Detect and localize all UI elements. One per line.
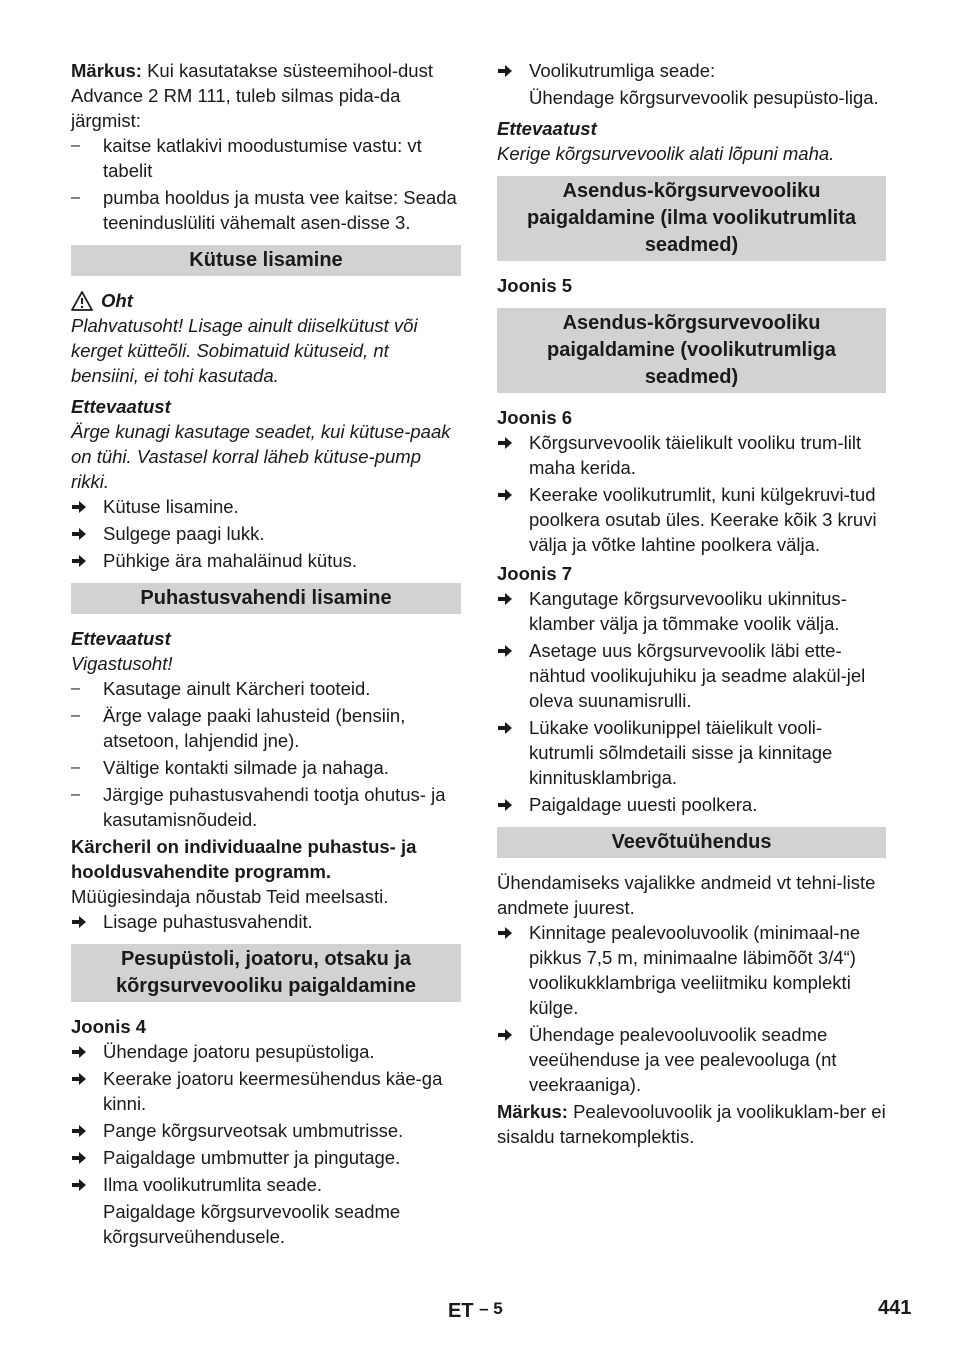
arrow-icon	[497, 715, 519, 735]
section-heading-water: Veevõtuühendus	[497, 827, 886, 858]
note-label: Märkus:	[71, 60, 142, 81]
arrow-icon	[497, 920, 519, 940]
list-item: – kaitse katlakivi moodustumise vastu: vt tabelit	[71, 135, 422, 181]
arrow-icon	[497, 638, 519, 658]
page-number: 441	[878, 1297, 912, 1319]
step-item: Asetage uus kõrgsurvevoolik läbi ette-nähtud voolikujuhiku ja seadme alakül-jel oleva suunamisrulli.	[497, 638, 886, 713]
list-item: – Kasutage ainult Kärcheri tooteid.	[71, 678, 371, 699]
list-item: – Vältige kontakti silmade ja nahaga.	[71, 757, 389, 778]
step-item: Voolikutrumliga seade:	[497, 58, 886, 83]
step-item: Kütuse lisamine.	[71, 494, 461, 519]
section-heading-assembly: Pesupüstoli, joatoru, otsaku ja kõrgsurvevooliku paigaldamine	[71, 944, 461, 1002]
section-heading-replace-drum: Asendus-kõrgsurvevooliku paigaldamine (voolikutrumliga seadmed)	[497, 308, 886, 393]
caution-label: Ettevaatust	[71, 396, 171, 417]
figure-label: Joonis 6	[497, 407, 573, 428]
footer-language: ET – 5	[448, 1299, 503, 1322]
program-text: Müügiesindaja nõustab Teid meelsasti.	[71, 886, 389, 907]
step-item: Paigaldage umbmutter ja pingutage.	[71, 1145, 461, 1170]
list-item: – Järgige puhastusvahendi tootja ohutus- ja kasutamisnõudeid.	[71, 784, 446, 830]
danger-label: Oht	[71, 288, 461, 313]
arrow-icon	[71, 521, 93, 541]
step-item: Kõrgsurvevoolik täielikult vooliku trum-lilt maha kerida.	[497, 430, 886, 480]
arrow-icon	[71, 1118, 93, 1138]
step-item: Ühendage pealevooluvoolik seadme veeühenduse ja vee pealevooluga (nt veekraaniga).	[497, 1022, 886, 1097]
caution-label: Ettevaatust	[71, 628, 171, 649]
arrow-icon	[71, 494, 93, 514]
arrow-icon	[71, 1145, 93, 1165]
left-column	[71, 58, 461, 1249]
section-heading-replace-no-drum: Asendus-kõrgsurvevooliku paigaldamine (ilma voolikutrumlita seadmed)	[497, 176, 886, 261]
arrow-icon	[497, 430, 519, 450]
step-item: Ühendage joatoru pesupüstoliga.	[71, 1039, 461, 1064]
note-paragraph	[71, 58, 461, 133]
water-intro: Ühendamiseks vajalikke andmeid vt tehni-liste andmete juurest.	[497, 872, 876, 918]
list-item: – Ärge valage paaki lahusteid (bensiin, atsetoon, lahjendid jne).	[71, 705, 406, 751]
step-item: Keerake joatoru keermesühendus käe-ga kinni.	[71, 1066, 461, 1116]
program-text-bold: Kärcheril on individuaalne puhastus- ja hooldusvahendite programm.	[71, 836, 417, 882]
caution-label: Ettevaatust	[497, 118, 597, 139]
arrow-icon	[71, 1172, 93, 1192]
arrow-icon	[497, 1022, 519, 1042]
figure-label: Joonis 7	[497, 563, 573, 584]
water-note: Märkus: Pealevooluvoolik ja voolikuklam-ber ei sisaldu tarnekomplektis.	[497, 1101, 886, 1147]
step-item: Pühkige ära mahaläinud kütus.	[71, 548, 461, 573]
step-item: Pange kõrgsurveotsak umbmutrisse.	[71, 1118, 461, 1143]
note-text: Kui kasutatakse süsteemihool-dust Advance 2 RM 111, tuleb silmas pida-da järgmist:	[71, 60, 433, 131]
caution-text: Vigastusoht!	[71, 653, 173, 674]
arrow-icon	[497, 58, 519, 78]
step-item: Keerake voolikutrumlit, kuni külgekruvi-tud poolkera osutab üles. Keerake kõik 3 kruvi välja ja võtke lahtine poolkera välja.	[497, 482, 886, 557]
section-heading-fuel: Kütuse lisamine	[71, 245, 461, 276]
section-heading-detergent: Puhastusvahendi lisamine	[71, 583, 461, 614]
figure-label: Joonis 5	[497, 275, 573, 296]
arrow-icon	[71, 1066, 93, 1086]
arrow-icon	[71, 909, 93, 929]
step-item: Lisage puhastusvahendit.	[71, 909, 461, 934]
list-item: – pumba hooldus ja musta vee kaitse: Seada teeninduslüliti vähemalt asen-disse 3.	[71, 187, 457, 233]
step-item: Kinnitage pealevooluvoolik (minimaal-ne pikkus 7,5 m, minimaalne läbimõõt 3/4“) voolikukklambriga veeliitmiku komplekti külge.	[497, 920, 886, 1020]
step-item: Lükake voolikunippel täielikult vooli-kutrumli sõlmdetaili sisse ja kinnitage kinnitusklambriga.	[497, 715, 886, 790]
caution-text: Kerige kõrgsurvevoolik alati lõpuni maha.	[497, 143, 835, 164]
right-column	[497, 58, 886, 1149]
step-item: Paigaldage uuesti poolkera.	[497, 792, 886, 817]
step-subtext: Ühendage kõrgsurvevoolik pesupüsto-liga.	[529, 87, 879, 108]
arrow-icon	[497, 482, 519, 502]
arrow-icon	[71, 548, 93, 568]
footer-subpage: – 5	[479, 1299, 503, 1318]
arrow-icon	[497, 792, 519, 812]
danger-text: Plahvatusoht! Lisage ainult diiselkütust või kerget kütteõli. Sobimatuid kütuseid, nt bensiini, ei tohi kasutada.	[71, 315, 418, 386]
caution-text: Ärge kunagi kasutage seadet, kui kütuse-paak on tühi. Vastasel korral läheb kütuse-pump rikki.	[71, 421, 451, 492]
step-subtext: Paigaldage kõrgsurvevoolik seadme kõrgsurveühendusele.	[103, 1201, 401, 1247]
arrow-icon	[71, 1039, 93, 1059]
arrow-icon	[497, 586, 519, 606]
step-item: Kangutage kõrgsurvevooliku ukinnitus-klamber välja ja tõmmake voolik välja.	[497, 586, 886, 636]
warning-triangle-icon	[71, 291, 93, 311]
step-item: Ilma voolikutrumlita seade.	[71, 1172, 461, 1197]
step-item: Sulgege paagi lukk.	[71, 521, 461, 546]
figure-label: Joonis 4	[71, 1016, 147, 1037]
